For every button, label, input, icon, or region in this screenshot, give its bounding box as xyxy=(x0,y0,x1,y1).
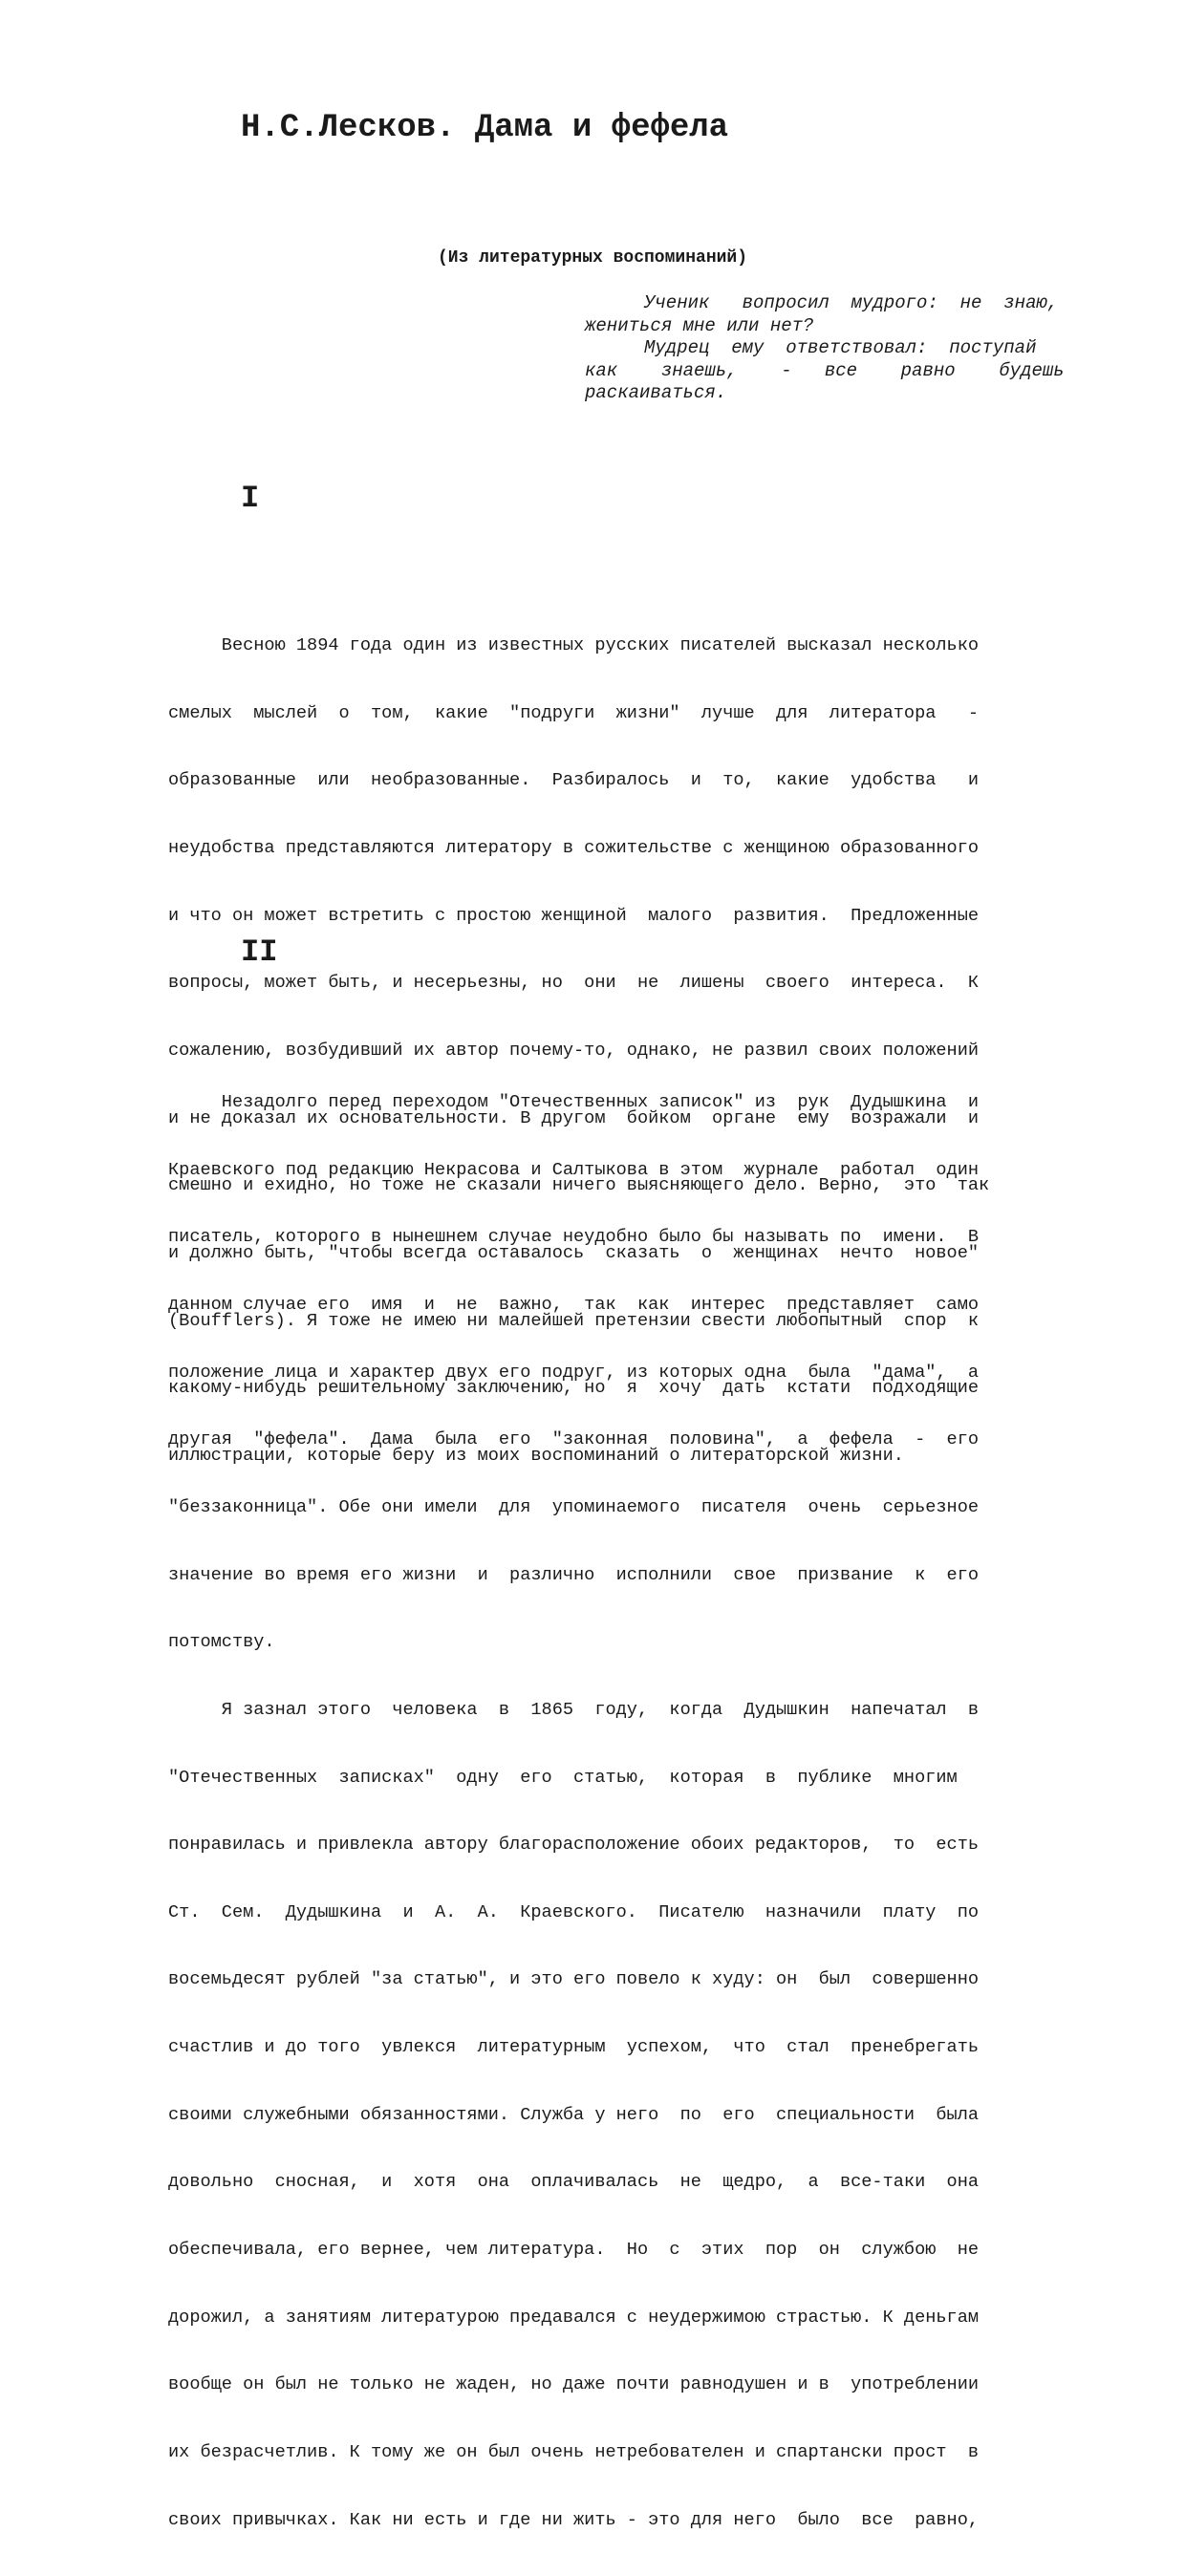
document-title: Н.С.Лесков. Дама и фефела xyxy=(241,110,729,146)
text-line: и что он может встретить с простою женщиной малого развития. Предложенные xyxy=(168,905,980,926)
text-line: счастлив и до того увлекся литературным успехом, что стал пренебрегать xyxy=(168,2037,980,2058)
text-line: образованные или необразованные. Разбиралось и то, какие удобства и xyxy=(168,770,980,791)
text-line: обеспечивала, его вернее, чем литература. Но с этих пор он службою не xyxy=(168,2239,980,2260)
text-line: их безрасчетлив. К тому же он был очень нетребователен и спартански прост в xyxy=(168,2441,980,2462)
epigraph xyxy=(585,292,1072,405)
text-line: вообще он был не только не жаден, но даже почти равнодушен и в употреблении xyxy=(168,2374,980,2395)
text-line: Весною 1894 года один из известных русских писателей высказал несколько xyxy=(168,635,980,656)
text-line: какому-нибудь решительному заключению, но я хочу дать кстати подходящие xyxy=(168,1378,980,1399)
text-line: Ст. Сем. Дудышкина и А. А. Краевского. Писателю назначили плату по xyxy=(168,1901,980,1922)
text-line: положение лица и характер двух его подруг, из которых одна была "дама", а xyxy=(168,1362,980,1383)
text-line: восемьдесят рублей "за статью", и это его повело к худу: он был совершенно xyxy=(168,1969,980,1990)
text-line: довольно сносная, и хотя она оплачивалась не щедро, а все-таки она xyxy=(168,2172,980,2193)
document-subtitle: (Из литературных воспоминаний) xyxy=(437,248,748,268)
text-line: Я зазнал этого человека в 1865 году, когда Дудышкин напечатал в xyxy=(168,1699,980,1720)
epigraph-line: жениться мне или нет? xyxy=(585,314,814,336)
text-line: (Boufflers). Я тоже не имею ни малейшей претензии свести любопытный спор к xyxy=(168,1310,980,1331)
text-line: своими служебными обязанностями. Служба у него по его специальности была xyxy=(168,2104,980,2125)
section-2-text xyxy=(168,1046,1072,2576)
text-line: неудобства представляются литератору в сожительстве с женщиною образованного xyxy=(168,838,980,859)
text-line: иллюстрации, которые беру из моих воспоминаний о литераторской жизни. xyxy=(168,1445,904,1466)
text-line: потомству. xyxy=(168,1632,275,1653)
text-line: и не доказал их основательности. В другом бойком органе ему возражали и xyxy=(168,1107,980,1128)
section-heading-2: II xyxy=(241,934,278,970)
text-line: данном случае его имя и не важно, так как интерес представляет само xyxy=(168,1295,980,1316)
text-line: дорожил, а занятиям литературою предавался с неудержимою страстью. К деньгам xyxy=(168,2307,980,2328)
text-line: и должно быть, "чтобы всегда оставалось сказать о женщинах нечто новое" xyxy=(168,1242,980,1263)
text-line: смешно и ехидно, но тоже не сказали ничего выясняющего дело. Верно, это так xyxy=(168,1175,990,1196)
epigraph-line: Мудрец ему ответствовал: поступай xyxy=(644,337,1037,359)
epigraph-line: Ученик вопросил мудрого: не знаю, xyxy=(644,292,1059,313)
text-line: другая "фефела". Дама была его "законная половина", а фефела - его xyxy=(168,1429,980,1450)
text-line: значение во время его жизни и различно исполнили свое призвание к его xyxy=(168,1564,980,1585)
text-line: вопросы, может быть, и несерьезны, но они не лишены своего интереса. К xyxy=(168,973,980,994)
section-heading-1: I xyxy=(241,481,260,516)
text-line: "беззаконница". Обе они имели для упоминаемого писателя очень серьезное xyxy=(168,1496,980,1517)
text-line: Краевского под редакцию Некрасова и Салтыкова в этом журнале работал один xyxy=(168,1159,980,1180)
text-line: понравилась и привлекла автору благорасположение обоих редакторов, то есть xyxy=(168,1835,980,1856)
text-line: Незадолго перед переходом "Отечественных записок" из рук Дудышкина и xyxy=(168,1092,980,1113)
epigraph-line: как знаешь, - все равно будешь xyxy=(585,359,1065,381)
epigraph-line: раскаиваться. xyxy=(585,382,727,404)
text-line: писатель, которого в нынешнем случае неудобно было бы называть по имени. В xyxy=(168,1227,980,1248)
text-line: смелых мыслей о том, какие "подруги жизни" лучше для литератора - xyxy=(168,702,980,723)
text-line: сожалению, возбудивший их автор почему-то, однако, не развил своих положений xyxy=(168,1040,980,1061)
text-line: своих привычках. Как ни есть и где ни жить - это для него было все равно, xyxy=(168,2509,980,2530)
text-line: "Отечественных записках" одну его статью, которая в публике многим xyxy=(168,1767,958,1788)
